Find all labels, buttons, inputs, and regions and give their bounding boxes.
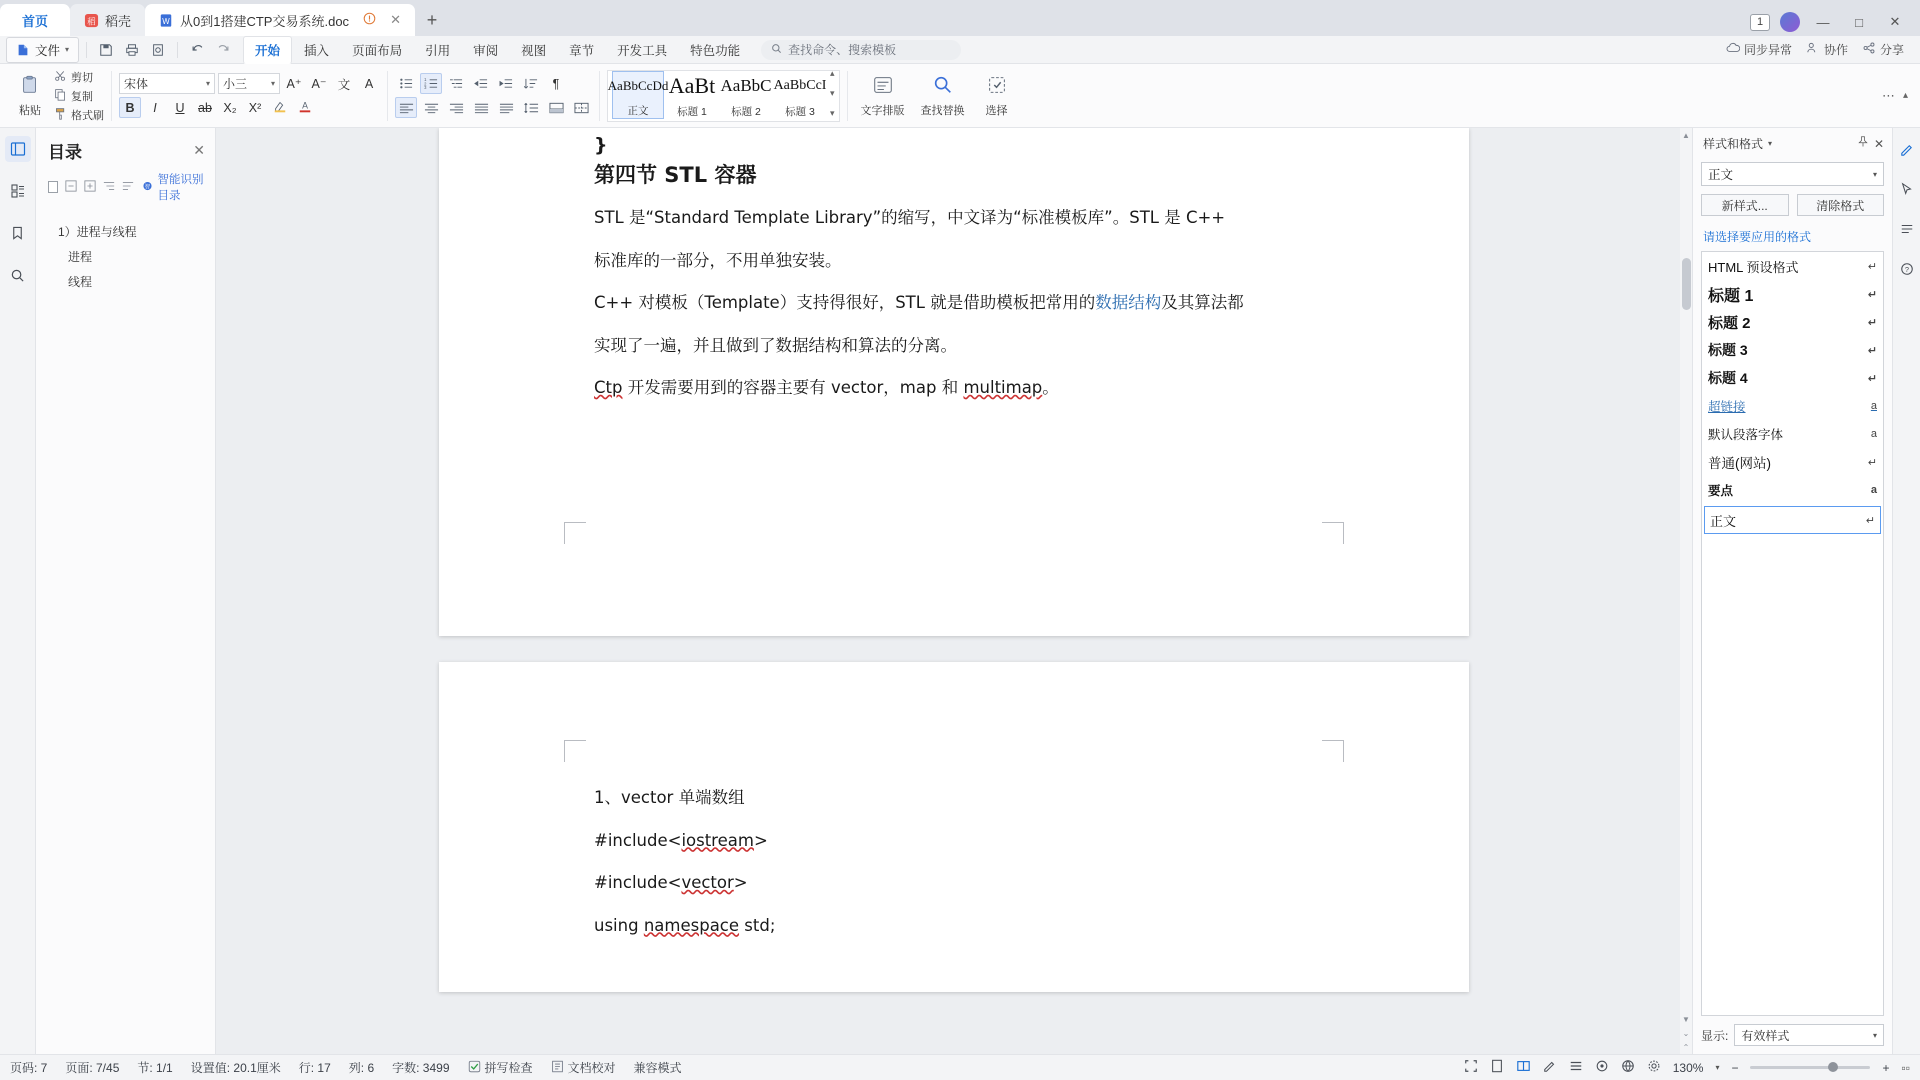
chevron-down-icon: ▾ — [1872, 169, 1877, 179]
paragraph-group — [390, 65, 597, 127]
bold-button[interactable]: B — [119, 97, 141, 118]
underline-button[interactable]: U — [175, 100, 185, 115]
style-list[interactable] — [1701, 251, 1884, 1016]
tab-start[interactable]: 开始 — [243, 36, 292, 64]
smart-toc-button[interactable] — [141, 171, 206, 203]
zoom-out-button[interactable]: − — [1731, 1060, 1739, 1075]
style-row-html-preset[interactable] — [1702, 252, 1883, 280]
cut-label: 剪切 — [71, 71, 93, 84]
shading-button[interactable] — [545, 97, 567, 118]
nav-close-icon[interactable]: ✕ — [193, 142, 205, 158]
proofread-label: 文档校对 — [567, 1061, 616, 1075]
text-layout-icon — [872, 74, 894, 100]
paragraph-4: 实现了一遍，并且做到了数据结构和算法的分离。 — [594, 335, 957, 355]
clipboard-group — [4, 65, 109, 127]
numbering-button[interactable] — [420, 73, 442, 94]
style-heading-3[interactable] — [774, 71, 826, 119]
style-heading-2[interactable] — [720, 71, 772, 119]
status-section[interactable]: 节: 1/1 — [137, 1061, 173, 1075]
style-heading-3-label: 标题 3 — [785, 105, 815, 118]
undo-icon[interactable] — [185, 39, 209, 61]
tab-reference[interactable]: 引用 — [425, 43, 451, 58]
divider — [86, 42, 87, 58]
collaborate-button[interactable] — [1806, 41, 1848, 58]
close-button[interactable]: ✕ — [1889, 14, 1901, 29]
window-controls — [1750, 12, 1920, 36]
document-page-1[interactable] — [439, 128, 1469, 636]
tab-bar — [0, 0, 1920, 36]
tab-section[interactable]: 章节 — [569, 43, 595, 58]
task-pane-menu-icon[interactable]: ▾ — [1768, 139, 1773, 148]
tab-page-layout[interactable]: 页面布局 — [352, 43, 403, 58]
style-normal-preview: AaBbCcDd — [607, 77, 669, 93]
level-plus-icon[interactable] — [122, 180, 134, 195]
tab-close-icon[interactable]: ✕ — [390, 12, 401, 27]
align-right-button[interactable] — [445, 97, 467, 118]
find-replace-icon — [932, 74, 954, 100]
svg-text:稻: 稻 — [87, 15, 96, 26]
gear-icon[interactable] — [1647, 1059, 1661, 1076]
chevron-down-icon: ▾ — [1872, 1030, 1877, 1040]
paragraph-2: 标准库的一部分，不用单独安装。 — [594, 250, 842, 270]
paragraph-stack — [395, 73, 592, 118]
tab-view[interactable]: 视图 — [521, 43, 547, 58]
prev-page-icon[interactable]: ⌃ — [1682, 1042, 1690, 1052]
search-icon[interactable] — [5, 262, 31, 288]
status-compat-mode[interactable]: 兼容模式 — [633, 1061, 682, 1075]
clipboard-minor — [54, 69, 104, 123]
char-style-mark: a — [1870, 428, 1877, 440]
style-gallery — [607, 67, 840, 122]
avatar[interactable] — [1780, 12, 1800, 32]
left-rail — [0, 128, 36, 1054]
document-canvas[interactable] — [216, 128, 1692, 1054]
task-pane-close-icon[interactable]: ✕ — [1873, 136, 1884, 151]
style-row-normal[interactable] — [1704, 506, 1881, 534]
margin-mark-tr — [1322, 740, 1344, 762]
strikethrough-button[interactable]: ab — [198, 100, 212, 115]
pilcrow-mark: ↵ — [1867, 456, 1877, 469]
margin-mark-tl — [564, 740, 586, 762]
globe-icon[interactable] — [1621, 1059, 1635, 1076]
paste-button[interactable] — [9, 74, 51, 118]
select-button[interactable] — [975, 74, 1019, 118]
text-layout-label: 文字排版 — [860, 104, 905, 117]
share-icon — [1862, 42, 1876, 57]
paragraph-5-part-d: 。 — [1042, 378, 1059, 397]
grow-font-button[interactable]: A⁺ — [286, 77, 302, 91]
tab-home[interactable] — [0, 4, 70, 36]
nav-header — [36, 128, 215, 169]
edit-view-icon[interactable] — [1543, 1059, 1557, 1076]
clear-format-button[interactable]: A — [364, 76, 374, 91]
pilcrow-mark: ↵ — [1867, 372, 1877, 385]
style-row-heading-3[interactable] — [1702, 336, 1883, 364]
divider — [847, 71, 848, 121]
copy-button[interactable] — [54, 88, 104, 104]
status-position[interactable]: 设置值: 20.1厘米 — [190, 1061, 281, 1075]
svg-text:3: 3 — [423, 85, 426, 90]
bookmark-icon[interactable] — [5, 220, 31, 246]
increase-indent-button[interactable] — [495, 73, 517, 94]
main-body — [0, 128, 1920, 1054]
style-row-label: 默认段落字体 — [1708, 428, 1784, 442]
menu-bar — [0, 36, 1920, 64]
cursor-icon[interactable] — [1896, 178, 1918, 200]
new-tab-label: + — [426, 9, 438, 30]
tab-document[interactable] — [145, 4, 415, 36]
style-row-heading-1[interactable] — [1702, 280, 1883, 308]
tab-review[interactable]: 审阅 — [473, 43, 499, 58]
page-1-content — [439, 128, 1469, 397]
status-bar — [0, 1054, 1920, 1080]
ribbon-overflow-icon[interactable]: ⋯ — [1881, 87, 1895, 103]
page2-line-1: #include<iostream> — [594, 830, 768, 850]
align-left-button[interactable] — [395, 97, 417, 118]
section-heading: 第四节 STL 容器 — [594, 163, 757, 187]
zoom-in-button[interactable]: + — [1882, 1060, 1890, 1075]
current-style-select[interactable] — [1701, 162, 1884, 186]
right-rail — [1892, 128, 1920, 1054]
expand-icon[interactable] — [84, 180, 96, 195]
status-page-number[interactable]: 页码: 7 — [10, 1061, 48, 1075]
style-scroll-down-icon[interactable]: ▾ — [830, 87, 835, 98]
collaborate-label: 协作 — [1823, 43, 1848, 57]
style-heading-3-preview: AaBbCcI — [773, 77, 827, 93]
tab-docer[interactable] — [70, 4, 145, 36]
svg-text:?: ? — [1904, 265, 1909, 275]
ribbon-right — [1882, 88, 1916, 104]
paragraph-5 — [594, 380, 1314, 397]
distribute-button[interactable] — [495, 97, 517, 118]
outline-view-icon[interactable] — [1569, 1059, 1583, 1076]
margin-mark-bl — [564, 522, 586, 544]
spellcheck-icon — [468, 1060, 481, 1076]
copy-icon — [54, 88, 67, 104]
svg-text:2: 2 — [423, 81, 426, 87]
style-row-heading-2[interactable] — [1702, 308, 1883, 336]
share-button[interactable] — [1862, 41, 1904, 58]
char-style-mark: a — [1870, 484, 1877, 496]
thumbnail-icon[interactable] — [5, 178, 31, 204]
scissors-icon — [54, 69, 67, 85]
divider — [177, 42, 178, 58]
fullscreen-icon[interactable] — [1464, 1059, 1478, 1076]
status-word-count[interactable]: 字数: 3499 — [392, 1061, 450, 1075]
tab-docer-label: 稻壳 — [105, 13, 132, 29]
file-menu-label: 文件 — [35, 43, 61, 58]
font-stack — [119, 73, 380, 118]
style-row-heading-4[interactable] — [1702, 364, 1883, 392]
styles-group — [602, 65, 845, 127]
show-label: 显示: — [1701, 1028, 1729, 1043]
status-col[interactable]: 列: 6 — [348, 1061, 375, 1075]
sync-status[interactable] — [1726, 41, 1792, 58]
scrollbar-thumb[interactable] — [1682, 258, 1691, 310]
decrease-indent-button[interactable] — [470, 73, 492, 94]
expand-view-icon[interactable]: ▫▫ — [1901, 1060, 1910, 1075]
status-right — [1464, 1059, 1910, 1076]
read-view-icon[interactable] — [1516, 1059, 1531, 1076]
tab-warning-icon — [363, 12, 376, 28]
checkbox-icon[interactable] — [48, 181, 58, 193]
zoom-value[interactable]: 130% — [1672, 1060, 1704, 1075]
pilcrow-mark: ↵ — [1867, 260, 1877, 273]
find-replace-button[interactable] — [914, 74, 972, 118]
people-icon — [1806, 42, 1820, 57]
scroll-up-icon[interactable]: ▲ — [1682, 130, 1690, 140]
style-row-label: 正文 — [1710, 513, 1737, 529]
search-placeholder: 查找命令、搜索模板 — [788, 43, 897, 57]
copy-label: 复制 — [71, 90, 93, 103]
tab-document-label: 从0到1搭建CTP交易系统.doc — [180, 13, 350, 29]
panel-icon[interactable] — [1896, 218, 1918, 240]
link-data-structure[interactable]: 数据结构 — [1095, 293, 1162, 312]
task-pane-header — [1693, 128, 1892, 158]
style-row-strong[interactable] — [1702, 476, 1883, 504]
nav-toolbar — [36, 169, 215, 211]
tab-insert[interactable]: 插入 — [304, 43, 330, 58]
italic-button[interactable]: I — [153, 100, 157, 115]
nav-list — [36, 211, 215, 294]
multilevel-list-button[interactable] — [445, 73, 467, 94]
ribbon-toolbar — [0, 64, 1920, 128]
select-label: 选择 — [985, 104, 1008, 117]
bullets-button[interactable] — [395, 73, 417, 94]
style-row-label: 标题 4 — [1708, 370, 1748, 386]
list-row — [395, 73, 592, 94]
docer-icon — [84, 13, 99, 28]
style-row-label: 要点 — [1708, 484, 1734, 498]
svg-text:智: 智 — [144, 183, 150, 190]
page2-line-0: 1、vector 单端数组 — [594, 788, 745, 807]
print-icon[interactable] — [120, 39, 144, 61]
cut-button[interactable] — [54, 69, 104, 85]
code-close-brace: } — [594, 134, 608, 156]
spell-error-namespace: namespace — [643, 915, 740, 935]
zoom-chevron-icon[interactable]: ▾ — [1715, 1063, 1720, 1072]
svg-text:1: 1 — [423, 77, 426, 83]
borders-button[interactable] — [570, 97, 592, 118]
margin-mark-br — [1322, 522, 1344, 544]
spell-error-multimap: multimap — [963, 378, 1043, 397]
document-page-2[interactable] — [439, 662, 1469, 992]
status-proofread[interactable] — [551, 1059, 616, 1076]
help-icon[interactable] — [1896, 258, 1918, 280]
new-style-button[interactable]: 新样式... — [1701, 194, 1789, 216]
spell-error-iostream: iostream — [681, 830, 754, 850]
style-row-label: 标题 2 — [1708, 314, 1751, 332]
search-icon — [771, 43, 782, 57]
font-row — [119, 73, 380, 94]
focus-icon[interactable] — [1595, 1059, 1609, 1076]
tab-home-label: 首页 — [21, 13, 48, 29]
paragraph-5-part-b: 开发需要用到的容器主要有 vector，map 和 — [622, 378, 964, 397]
apply-format-label: 请选择要应用的格式 — [1703, 230, 1812, 244]
font-color-icon — [298, 99, 312, 116]
tab-developer-tools[interactable]: 开发工具 — [617, 43, 668, 58]
maximize-button[interactable]: □ — [1855, 14, 1863, 30]
style-normal[interactable] — [607, 71, 669, 119]
file-menu-button[interactable]: 文件 ▾ — [6, 37, 79, 63]
next-page-icon[interactable]: ⌄ — [1682, 1028, 1690, 1038]
show-value: 有效样式 — [1741, 1028, 1790, 1043]
paste-icon — [19, 74, 41, 100]
highlight-icon — [273, 99, 287, 116]
pilcrow-mark: ↵ — [1867, 288, 1877, 301]
pilcrow-mark: ↵ — [1867, 344, 1877, 357]
minimize-button[interactable]: — — [1816, 14, 1830, 30]
style-row-label: 标题 3 — [1708, 342, 1748, 358]
tab-special-features[interactable]: 特色功能 — [690, 43, 741, 58]
align-center-button[interactable] — [420, 97, 442, 118]
save-icon[interactable] — [94, 39, 118, 61]
pinyin-guide-button[interactable]: 文 — [337, 77, 351, 92]
font-size-value: 小三 — [223, 77, 248, 91]
zoom-slider[interactable] — [1750, 1066, 1870, 1069]
text-layout-button[interactable] — [855, 74, 911, 118]
svg-text:A: A — [302, 100, 308, 111]
font-paragraph-group — [114, 65, 385, 127]
style-heading-2-preview: AaBbC — [720, 75, 772, 95]
sync-status-label: 同步异常 — [1743, 43, 1792, 57]
page-2-content — [439, 662, 1469, 934]
char-format-row — [119, 97, 380, 118]
line-spacing-button[interactable] — [520, 97, 542, 118]
show-marks-button[interactable]: ¶ — [552, 76, 560, 91]
char-style-mark: a — [1870, 400, 1877, 412]
task-pane-title: 样式和格式 — [1703, 137, 1764, 151]
edit-pen-icon[interactable] — [1896, 138, 1918, 160]
page2-line-2: #include<vector> — [594, 873, 748, 892]
proofread-icon — [551, 1060, 564, 1076]
subscript-button[interactable]: X₂ — [223, 100, 237, 115]
style-normal-label: 正文 — [627, 104, 649, 117]
spellcheck-label: 拼写检查 — [484, 1061, 533, 1075]
style-heading-1-label: 标题 1 — [677, 105, 707, 118]
style-heading-1-preview: AaBt — [668, 72, 716, 98]
pilcrow-mark: ↵ — [1867, 316, 1877, 329]
task-pane-buttons — [1693, 190, 1892, 224]
nav-item-2[interactable]: 线程 — [68, 275, 93, 289]
style-row-normal-web[interactable] — [1702, 448, 1883, 476]
new-tab-button[interactable] — [415, 4, 449, 36]
nav-item-1[interactable]: 进程 — [68, 250, 93, 264]
zoom-slider-handle[interactable] — [1828, 1062, 1838, 1072]
style-row-label: 标题 1 — [1708, 287, 1754, 305]
paragraph-3-part-b: 及其算法都 — [1161, 293, 1244, 312]
scroll-down-icon[interactable]: ▼ — [1682, 1014, 1690, 1024]
task-pane-footer — [1693, 1016, 1892, 1054]
style-more-icon[interactable]: ▾ — [830, 107, 835, 118]
navigation-pane — [36, 128, 216, 1054]
styles-task-pane — [1692, 128, 1892, 1054]
tab-count-badge[interactable]: 1 — [1750, 14, 1770, 31]
font-name-value: 宋体 — [124, 77, 149, 91]
select-icon — [986, 74, 1008, 100]
paste-label: 粘贴 — [19, 104, 41, 117]
status-row[interactable]: 行: 17 — [298, 1061, 331, 1075]
collapse-icon[interactable] — [65, 180, 77, 195]
spell-error-vector: vector — [681, 873, 734, 892]
superscript-button[interactable]: X² — [248, 100, 262, 115]
editing-group — [850, 65, 1024, 127]
font-size-select[interactable]: 小三 ▾ — [218, 73, 280, 94]
style-row-label: 普通(网站) — [1708, 456, 1771, 471]
cloud-warn-icon — [1726, 42, 1740, 57]
style-heading-1[interactable] — [666, 71, 718, 119]
style-gallery-scroll[interactable] — [828, 68, 835, 119]
style-row-hyperlink[interactable] — [1702, 392, 1883, 420]
divider — [599, 71, 600, 121]
paragraph-3 — [594, 295, 1314, 312]
ribbon-tabs — [243, 36, 751, 64]
status-page-of[interactable]: 页面: 7/45 — [65, 1061, 120, 1075]
search-input[interactable] — [761, 40, 961, 60]
justify-button[interactable] — [470, 97, 492, 118]
outline-icon[interactable] — [5, 136, 31, 162]
smart-toc-label: 智能识别目录 — [157, 174, 204, 202]
menu-right-actions — [1726, 41, 1914, 58]
status-spellcheck[interactable] — [468, 1059, 533, 1076]
page-view-icon[interactable] — [1490, 1059, 1504, 1076]
share-label: 分享 — [1879, 43, 1904, 57]
style-heading-2-label: 标题 2 — [731, 105, 761, 118]
format-painter-button[interactable] — [54, 107, 104, 123]
current-style-value: 正文 — [1708, 168, 1734, 182]
paragraph-1: STL 是“Standard Template Library”的缩写，中文译为“标准模板库”。STL 是 C++ — [594, 208, 1226, 227]
nav-title: 目录 — [48, 143, 82, 162]
highlight-color-button[interactable] — [269, 97, 291, 118]
pin-icon[interactable] — [1857, 136, 1869, 151]
style-row-default-paragraph-font[interactable] — [1702, 420, 1883, 448]
align-row — [395, 97, 592, 118]
level-minus-icon[interactable] — [103, 180, 115, 195]
vertical-scrollbar[interactable] — [1680, 128, 1692, 1054]
redo-icon[interactable] — [211, 39, 235, 61]
find-replace-label: 查找替换 — [920, 104, 965, 117]
pilcrow-mark: ↵ — [1865, 514, 1875, 527]
style-scroll-up-icon[interactable]: ▴ — [830, 67, 835, 78]
svg-text:W: W — [162, 16, 170, 26]
font-name-select[interactable]: 宋体 ▾ — [119, 73, 215, 94]
paragraph-3-part-a: C++ 对模板（Template）支持得很好，STL 就是借助模板把常用的 — [594, 293, 1096, 312]
divider — [111, 71, 112, 121]
nav-item-0[interactable]: 1）进程与线程 — [58, 225, 137, 239]
file-icon — [16, 43, 30, 57]
clear-format-button-pane[interactable]: 清除格式 — [1797, 194, 1885, 216]
smart-toc-icon — [141, 180, 154, 195]
word-doc-icon — [159, 13, 174, 28]
ribbon-collapse-icon[interactable]: ▴ — [1902, 90, 1908, 101]
page2-line-3: using namespace std; — [594, 915, 776, 935]
spell-error-ctp: Ctp — [594, 378, 623, 397]
style-row-label: 超链接 — [1708, 400, 1746, 414]
sort-button[interactable] — [520, 73, 542, 94]
style-row-label: HTML 预设格式 — [1708, 259, 1799, 275]
divider — [387, 71, 388, 121]
font-color-button[interactable] — [294, 97, 316, 118]
format-painter-icon — [54, 107, 67, 123]
print-preview-icon[interactable] — [146, 39, 170, 61]
format-painter-label: 格式刷 — [71, 109, 104, 122]
show-select[interactable] — [1734, 1024, 1884, 1046]
shrink-font-button[interactable]: A⁻ — [311, 77, 327, 91]
